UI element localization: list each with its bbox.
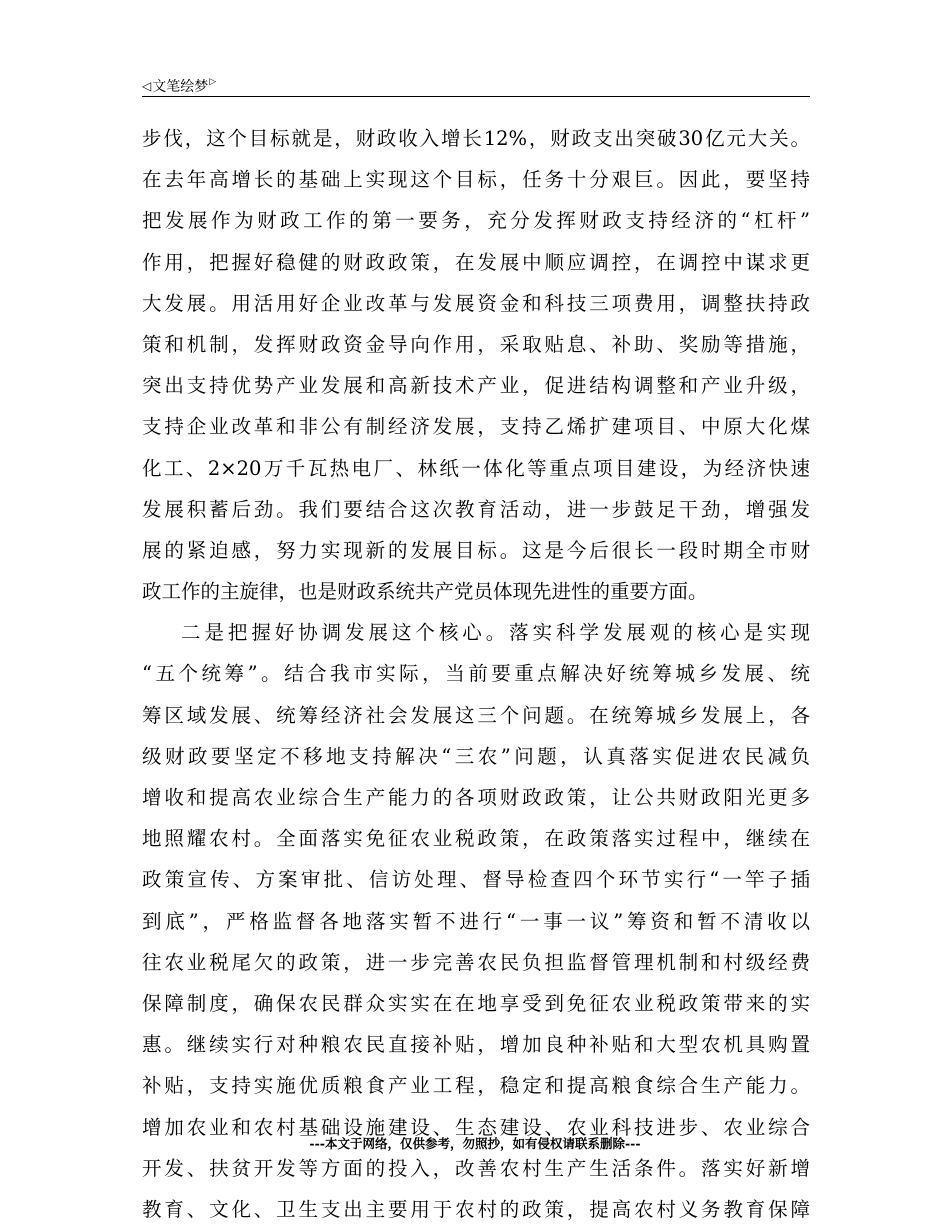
body-line: 政工作的主旋律，也是财政系统共产党员体现先进性的重要方面。 — [142, 580, 708, 604]
body-line: 筹区域发展、统筹经济社会发展这三个问题。在统筹城乡发展上，各 — [142, 703, 810, 727]
brand-logo — [142, 76, 216, 96]
body-line: 突出支持优势产业发展和高新技术产业，促进结构调整和产业升级， — [142, 374, 810, 398]
body-line: 开发、扶贫开发等方面的投入，改善农村生产生活条件。落实好新增 — [142, 1156, 810, 1180]
paragraph-start-line: 二是把握好协调发展这个核心。落实科学发展观的核心是实现 — [181, 621, 810, 645]
body-line: 大发展。用活用好企业改革与发展资金和科技三项费用，调整扶持政 — [142, 291, 810, 315]
body-line: 步伐，这个目标就是，财政收入增长12%，财政支出突破30亿元大关。 — [142, 127, 810, 150]
body-line: 展的紧迫感，努力实现新的发展目标。这是今后很长一段时期全市财 — [142, 538, 810, 562]
body-line: 惠。继续实行对种粮农民直接补贴，增加良种补贴和大型农机具购置 — [142, 1033, 810, 1057]
body-line: 增收和提高农业综合生产能力的各项财政政策，让公共财政阳光更多 — [142, 786, 810, 809]
header-rule — [142, 96, 810, 97]
body-line: 补贴，支持实施优质粮食产业工程，稳定和提高粮食综合生产能力。 — [142, 1074, 810, 1098]
triangle-right-icon: ▷ — [209, 76, 217, 87]
disclaimer-footer: ---本文于网络，仅供参考，勿照抄，如有侵权请联系删除--- — [309, 1136, 641, 1151]
body-line: 地照耀农村。全面落实免征农业税政策，在政策落实过程中，继续在 — [142, 827, 810, 851]
body-line: 保障制度，确保农民群众实实在在地享受到免征农业税政策带来的实 — [142, 991, 810, 1015]
body-line: 化工、2×20万千瓦热电厂、林纸一体化等重点项目建设，为经济快速 — [142, 456, 810, 480]
body-line: 把发展作为财政工作的第一要务，充分发挥财政支持经济的“杠杆” — [142, 209, 810, 233]
body-line: 支持企业改革和非公有制经济发展，支持乙烯扩建项目、中原大化煤 — [142, 415, 810, 439]
body-line: 增加农业和农村基础设施建设、生态建设、农业科技进步、农业综合 — [142, 1115, 810, 1139]
body-line: 在去年高增长的基础上实现这个目标，任务十分艰巨。因此，要坚持 — [142, 168, 810, 192]
body-line: 往农业税尾欠的政策，进一步完善农民负担监督管理机制和村级经费 — [142, 950, 810, 974]
triangle-left-icon: ◁ — [142, 79, 152, 93]
body-line: 作用，把握好稳健的财政政策，在发展中顺应调控，在调控中谋求更 — [142, 250, 810, 274]
body-line: 发展积蓄后劲。我们要结合这次教育活动，进一步鼓足干劲，增强发 — [142, 497, 810, 521]
page-header — [142, 74, 810, 96]
body-line: 级财政要坚定不移地支持解决“三农”问题，认真落实促进农民减负 — [142, 744, 810, 768]
brand-name: 文笔绘梦 — [152, 79, 209, 95]
body-line: “五个统筹”。结合我市实际，当前要重点解决好统筹城乡发展、统 — [142, 662, 810, 686]
body-line: 政策宣传、方案审批、信访处理、督导检查四个环节实行“一竿子插 — [142, 868, 810, 892]
body-line: 到底”，严格监督各地落实暂不进行“一事一议”筹资和暂不清收以 — [142, 909, 810, 933]
body-line: 策和机制，发挥财政资金导向作用，采取贴息、补助、奖励等措施， — [142, 332, 810, 356]
document-body — [142, 118, 810, 1230]
body-line: 教育、文化、卫生支出主要用于农村的政策，提高农村义务教育保障 — [142, 1197, 810, 1221]
